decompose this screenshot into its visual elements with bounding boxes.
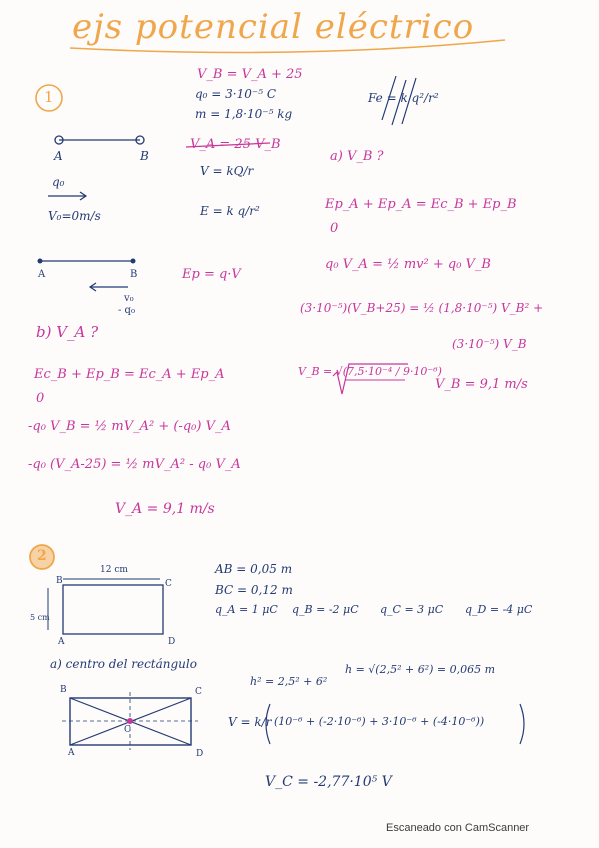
charge-d: q_D = -4 μC: [465, 603, 533, 616]
part-a-label: a) V_B ?: [330, 149, 384, 164]
dim-top: 12 cm: [100, 565, 128, 575]
footer-watermark: Escaneado con CamScanner: [386, 822, 530, 834]
v-formula: V = kQ/r: [200, 164, 254, 178]
label-a: A: [54, 149, 63, 163]
part-b-label: b) V_A ?: [36, 323, 99, 341]
fe-struck: Fe = k q²/r²: [368, 91, 439, 105]
arrow-left-icon: [90, 283, 128, 291]
label-v0-neg: v₀: [124, 293, 134, 304]
eqb3: -q₀ (V_A-25) = ½ mV_A² - q₀ V_A: [28, 457, 241, 472]
ex2-part-a: a) centro del rectángulo: [50, 657, 197, 671]
eqb2: -q₀ V_B = ½ mV_A² + (-q₀) V_A: [28, 419, 231, 434]
corner-d: D: [168, 637, 176, 647]
label-q0: q₀: [52, 175, 65, 189]
bc-given: BC = 0,12 m: [215, 583, 293, 597]
label-v0: V₀=0m/s: [48, 209, 101, 223]
eq1-zero: 0: [330, 221, 339, 236]
eq1: Ep_A + Ep_A = Ec_B + Ep_B: [325, 197, 517, 212]
corner2-d: D: [196, 749, 204, 759]
va-struck: V_A = 25 V_B: [190, 137, 281, 152]
e-formula: E = k q/r²: [200, 204, 260, 218]
rectangle-1: [63, 585, 163, 634]
corner-c: C: [165, 579, 172, 589]
eq2: q₀ V_A = ½ mv² + q₀ V_B: [325, 257, 491, 272]
eqb1: Ec_B + Ep_B = Ec_A + Ep_A: [34, 367, 225, 382]
result-vc: V_C = -2,77·10⁵ V: [265, 774, 392, 790]
given-1: V_B = V_A + 25: [197, 67, 303, 82]
h-value: h = √(2,5² + 6²) = 0,065 m: [345, 663, 496, 676]
paren-right: [520, 704, 524, 744]
corner2-b: B: [60, 685, 67, 695]
arrow-right-icon: [48, 192, 86, 200]
corner2-c: C: [195, 687, 202, 697]
label-b2: B: [130, 269, 138, 280]
eq3: (3·10⁻⁵)(V_B+25) = ½ (1,8·10⁻⁵) V_B² +: [300, 301, 544, 315]
h-equation: h² = 2,5² + 6²: [250, 675, 328, 688]
ep-formula: Ep = q·V: [182, 267, 241, 282]
given-3: m = 1,8·10⁻⁵ kg: [195, 107, 293, 121]
charge-a: q_A = 1 μC: [215, 603, 278, 616]
label-a2: A: [38, 269, 46, 280]
ex2-number: 2: [37, 548, 47, 564]
given-2: q₀ = 3·10⁻⁵ C: [195, 87, 277, 101]
result-b: V_A = 9,1 m/s: [115, 501, 215, 517]
point-b2-dot: [131, 259, 136, 264]
point-a2-dot: [38, 259, 43, 264]
center-dot: [127, 718, 133, 724]
label-b: B: [140, 149, 149, 163]
label-q0-neg: - q₀: [118, 305, 135, 316]
dim-left: 5 cm: [30, 613, 50, 622]
eq3b: (3·10⁻⁵) V_B: [452, 337, 527, 351]
charge-c: q_C = 3 μC: [380, 603, 444, 616]
v-eq-right: (10⁻⁶ + (-2·10⁻⁶) + 3·10⁻⁶ + (-4·10⁻⁶)): [274, 715, 485, 728]
center-label: C: [124, 725, 131, 735]
charge-b: q_B = -2 μC: [292, 603, 359, 616]
result-a: V_B = 9,1 m/s: [435, 377, 528, 392]
v-eq-left: V = k/r: [228, 715, 272, 729]
ex1-number: 1: [44, 88, 54, 106]
page-title: ejs potencial eléctrico: [72, 7, 475, 47]
corner2-a: A: [68, 748, 75, 758]
corner-b: B: [56, 576, 63, 586]
eq4: V_B = √(7,5·10⁻⁴ / 9·10⁻⁶): [298, 365, 442, 378]
eqb1-zero: 0: [36, 391, 45, 406]
corner-a: A: [58, 637, 65, 647]
ab-given: AB = 0,05 m: [215, 562, 293, 576]
